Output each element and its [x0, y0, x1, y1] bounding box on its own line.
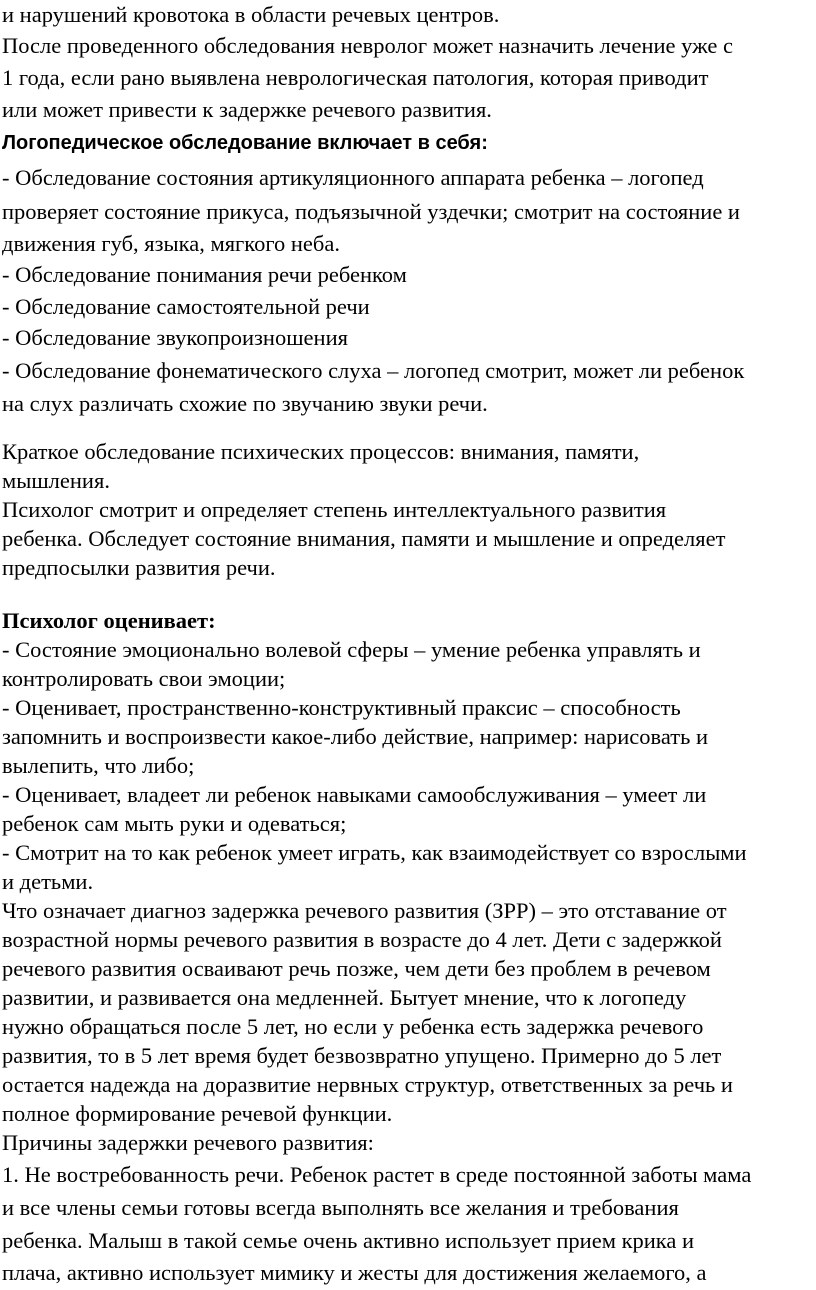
text-line: ребенка. Малыш в такой семье очень активно использует прием крика и	[2, 1228, 695, 1253]
text-line: запомнить и воспроизвести какое-либо действие, например: нарисовать и	[2, 724, 709, 749]
text-line: Что означает диагноз задержка речевого развития (ЗРР) – это отставание от	[2, 898, 727, 923]
text-line: речевого развития осваивают речь позже, чем дети без проблем в речевом	[2, 956, 711, 981]
text-line: на слух различать схожие по звучанию звуки речи.	[2, 391, 488, 416]
text-line: Психолог смотрит и определяет степень интеллектуального развития	[2, 497, 667, 522]
text-line: После проведенного обследования невролог может назначить лечение уже с	[2, 33, 733, 58]
text-line: 1 года, если рано выявлена неврологическая патология, которая приводит	[2, 65, 709, 90]
text-line: - Оценивает, владеет ли ребенок навыками самообслуживания – умеет ли	[2, 782, 707, 807]
section-heading-psychologist: Психолог оценивает:	[2, 608, 216, 633]
text-line: - Оценивает, пространственно-конструктивный праксис – способность	[2, 695, 681, 720]
text-line: ребенок сам мыть руки и одеваться;	[2, 811, 347, 836]
text-line: 1. Не востребованность речи. Ребенок растет в среде постоянной заботы мама	[2, 1162, 752, 1187]
section-heading-speech-exam: Логопедическое обследование включает в себя:	[2, 132, 488, 154]
text-line: нужно обращаться после 5 лет, но если у ребенка есть задержка речевого	[2, 1014, 704, 1039]
text-line: и все члены семьи готовы всегда выполнять все желания и требования	[2, 1195, 679, 1220]
text-line: - Обследование состояния артикуляционного аппарата ребенка – логопед	[2, 165, 704, 190]
text-line: - Обследование фонематического слуха – логопед смотрит, может ли ребенок	[2, 358, 745, 383]
text-line: возрастной нормы речевого развития в возрасте до 4 лет. Дети с задержкой	[2, 927, 722, 952]
text-line: полное формирование речевой функции.	[2, 1101, 393, 1126]
text-line: вылепить, что либо;	[2, 753, 195, 778]
text-line: проверяет состояние прикуса, подъязычной уздечки; смотрит на состояние и	[2, 199, 740, 224]
text-line: развития, то в 5 лет время будет безвозвратно упущено. Примерно до 5 лет	[2, 1043, 722, 1068]
text-line: Краткое обследование психических процессов: внимания, памяти,	[2, 439, 640, 464]
text-line: ребенка. Обследует состояние внимания, памяти и мышление и определяет	[2, 526, 726, 551]
text-line: - Обследование понимания речи ребенком	[2, 262, 407, 287]
text-line: - Обследование звукопроизношения	[2, 325, 348, 350]
text-line: предпосылки развития речи.	[2, 555, 276, 580]
text-line: и нарушений кровотока в области речевых центров.	[2, 2, 500, 27]
text-line: и детьми.	[2, 869, 94, 894]
text-line: остается надежда на доразвитие нервных структур, ответственных за речь и	[2, 1072, 733, 1097]
text-line: контролировать свои эмоции;	[2, 666, 286, 691]
text-line: мышления.	[2, 468, 110, 493]
text-line: плача, активно использует мимику и жесты для достижения желаемого, а	[2, 1260, 707, 1285]
text-line: - Состояние эмоционально волевой сферы – умение ребенка управлять и	[2, 637, 701, 662]
text-line: - Смотрит на то как ребенок умеет играть, как взаимодействует со взрослыми	[2, 840, 747, 865]
text-line: или может привести к задержке речевого развития.	[2, 97, 492, 122]
text-line: - Обследование самостоятельной речи	[2, 294, 370, 319]
text-line: Причины задержки речевого развития:	[2, 1130, 374, 1155]
text-line: развитии, и развивается она медленней. Бытует мнение, что к логопеду	[2, 985, 687, 1010]
text-line: движения губ, языка, мягкого неба.	[2, 231, 340, 256]
